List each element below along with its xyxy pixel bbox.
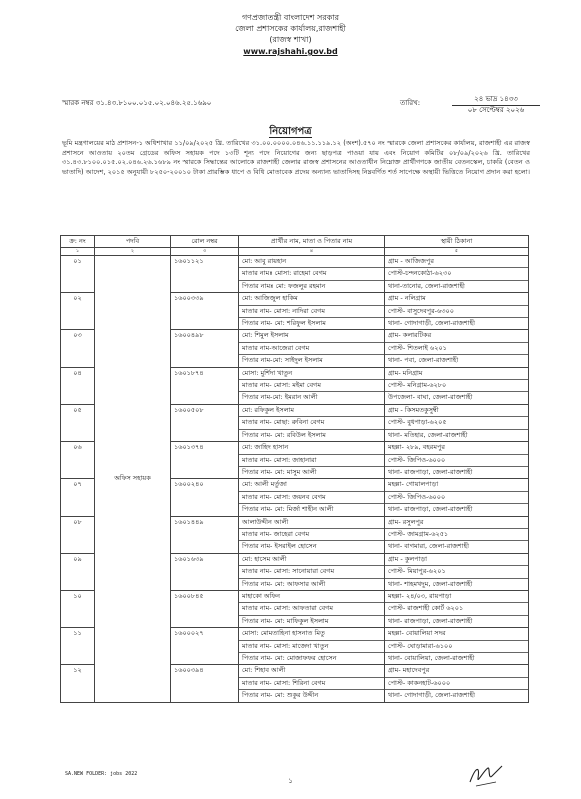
- address-line: গ্রাম - নলিগ্রাম: [385, 293, 528, 305]
- signature-icon: [466, 762, 506, 788]
- address-line: গ্রাম- মনিগ্রাম: [385, 368, 528, 380]
- name-cell: [239, 479, 385, 516]
- roll-cell: ১৬০০২৪০: [171, 479, 239, 516]
- name-cell: [239, 330, 385, 367]
- address-line: মহল্লা- গোয়ালপাড়া: [385, 479, 528, 491]
- memo-number: স্মারক নম্বর ৩১.৪৩.৮১০০.০১৫.০২.০৪৬.২৫.১৬৯০: [62, 99, 212, 107]
- address-line: পোস্ট- জিপিও-৬০০০: [385, 492, 528, 504]
- roll-cell: ১৬০০০২৭: [171, 628, 239, 665]
- header-post: পদবি: [95, 236, 171, 248]
- serial-cell: ১১: [61, 628, 95, 665]
- website-link[interactable]: www.rajshahi.gov.bd: [243, 47, 338, 56]
- address-cell: [385, 479, 529, 516]
- header-address: স্থায়ী ঠিকানা: [385, 236, 529, 248]
- address-line: পোস্ট- কাকনহাট-৬০০০: [385, 678, 528, 690]
- address-line: থানা- বোয়ালিয়া, জেলা-রাজশাহী: [388, 654, 475, 662]
- father-name: পিতার নাম- মো: রবিউল ইসলাম: [242, 430, 326, 439]
- roll-cell: ১৬০১৪৪৯: [171, 516, 239, 553]
- col-number: ৪: [239, 248, 385, 256]
- address-cell: [385, 442, 529, 479]
- col-number: ২: [95, 248, 171, 256]
- roll-cell: ১৬০১১২১: [171, 256, 239, 293]
- serial-cell: ০৮: [61, 516, 95, 553]
- address-cell: [385, 516, 529, 553]
- date-bangla: ২৪ ভাদ্র ১৪৩৩: [452, 93, 540, 106]
- address-line: গ্রাম - কিসমতকুসুম্বী: [385, 405, 528, 417]
- address-line: থানা- রাজপাড়া, জেলা-রাজশাহী: [388, 505, 473, 514]
- serial-cell: ০৪: [61, 367, 95, 404]
- roll-cell: ১৬০০৮৪৫: [171, 590, 239, 627]
- roll-cell: ১৬০০৪৯৮: [171, 330, 239, 367]
- serial-cell: ০১: [61, 256, 95, 293]
- address-line: থানা- রাজপাড়া, জেলা-রাজশাহী: [388, 616, 473, 625]
- candidate-name: মো: রফিকুল ইসলাম: [239, 405, 384, 417]
- roll-cell: ১৬০০৫০৮: [171, 404, 239, 441]
- table-row: [61, 256, 529, 293]
- mother-name: মাতার নাম- মোসা: সানোয়ারা বেগম: [239, 566, 384, 578]
- father-name: পিতার নাম- মো: শুকুর উদ্দীন: [242, 691, 319, 700]
- mother-name: মাতার নাম- মোসা: মাজেদা খাতুন: [239, 641, 384, 653]
- intro-paragraph: ভূমি মন্ত্রণালয়ের মাঠ প্রশাসন-১ অধিশাখার ১১/০৯/২০২৫ খ্রি. তারিখের ৩১.০০.০০০০.০৪৬.১১.১১৯.১২ (অংশ).৫৭০ নং স্মারকে জেলা প্রশাসকের কার্যালয়, রাজশাহী এর রাজস্ব প্রশাসনে আওতায় ২০তম গ্রেডের অফিস সহায়ক পদে ১৩টি শূন্য পদে নিয়োগের জন্য ছাড়পত্র পাওয়া যায় এবং নিয়োগ কমিটির ০৮/০৯/২০২৬ খ্রি. তারিখের ৩১.৪৩.৮১০০.০১৫.০২.০৪৬.২৬.১৬৮৯ নং স্মারকে সিদ্ধান্তের আলোকে রাজশাহী জেলার রাজস্ব প্রশাসনের আওতাধীন নিম্নোক্ত প্রার্থীগণকে জাতীয় বেতনস্কেল, চাকরি (বেতন ও ভাতাদি) আদেশ, ২০১৫ অনুযায়ী ৮২৫০-২০০১০ টাকা প্রারম্ভিক ধাপে ও বিধি মোতাবেক প্রদেয় অন্যান্য ভাতাদিসহ নিম্নবর্ণিত শর্ত সাপেক্ষে অস্থায়ী ভিত্তিতে নিয়োগ প্রদান করা হলো।: [62, 139, 531, 176]
- address-line: গ্রাম - আজিজপুর: [385, 256, 528, 268]
- address-cell: [385, 293, 529, 330]
- serial-cell: ০৫: [61, 404, 95, 441]
- mother-name: মাতার নাম-আজেরা বেগম: [239, 343, 384, 355]
- serial-cell: ০৯: [61, 553, 95, 590]
- serial-cell: ০৭: [61, 479, 95, 516]
- address-line: থানা-তানোর, জেলা-রাজশাহী: [388, 281, 465, 290]
- candidate-name: মো: জাহিদ হাসান: [239, 442, 384, 454]
- address-line: থানা- শাহমখদুম, জেলা-রাজশাহী: [388, 579, 473, 588]
- candidate-name: মো: আলী মর্তুজা: [239, 479, 384, 491]
- name-cell: [239, 628, 385, 665]
- address-cell: [385, 590, 529, 627]
- office-title: জেলা প্রশাসকের কার্যালয়,রাজশাহী: [235, 24, 346, 33]
- address-line: থানা- গোদাগাড়ী, জেলা-রাজশাহী: [388, 691, 475, 700]
- page-number: ১: [288, 777, 293, 785]
- document-title: নিয়োগপত্র: [269, 126, 312, 137]
- address-line: থানা- রাজপাড়া, জেলা-রাজশাহী: [388, 467, 473, 476]
- mother-name: মাতার নাম- মোসা: নাদিরা বেগম: [239, 306, 384, 318]
- address-cell: [385, 256, 529, 293]
- address-line: মহল্লা- বোয়ালিয়া সদর: [385, 628, 528, 640]
- mother-name: মাতার নাম- মোছা: রুবিনা বেগম: [239, 417, 384, 429]
- roll-cell: ১৬০০৩৩৯: [171, 293, 239, 330]
- mother-name: মাতার নামঃ মোসা: রাহেমা বেগম: [239, 268, 384, 280]
- name-cell: [239, 442, 385, 479]
- govt-title: গণপ্রজাতন্ত্রী বাংলাদেশ সরকার: [241, 13, 340, 22]
- father-name: পিতার নাম-মো: সাইদুল ইসলাম: [242, 356, 323, 365]
- mother-name: মাতার নাম- মোসা: মইমা বেগম: [239, 380, 384, 392]
- serial-cell: ০৬: [61, 442, 95, 479]
- name-cell: [239, 367, 385, 404]
- mother-name: মাতার নাম- মোসা: আফতারা বেগম: [239, 603, 384, 615]
- address-line: উপজেলা- বাঘা, জেলা-রাজশাহী: [388, 393, 473, 402]
- address-line: গ্রাম- মহাদেবপুর: [385, 665, 528, 677]
- mother-name: মাতার নাম- মোসা: জাহানারা: [239, 455, 384, 467]
- candidate-name: আলাউদ্দীন আলী: [239, 517, 384, 529]
- mother-name: মাতার নাম- জাহেরা বেগম: [239, 529, 384, 541]
- serial-cell: ০২: [61, 293, 95, 330]
- address-line: থানা- গোদাগাড়ী, জেলা-রাজশাহী: [388, 319, 475, 328]
- table-header-row: [61, 236, 529, 248]
- name-cell: [239, 293, 385, 330]
- address-cell: [385, 404, 529, 441]
- roll-cell: ১৬০১৩৭৪: [171, 442, 239, 479]
- date-label: তারিখ:: [400, 99, 421, 107]
- serial-cell: ১২: [61, 665, 95, 702]
- name-cell: [239, 665, 385, 702]
- address-cell: [385, 628, 529, 665]
- address-cell: [385, 665, 529, 702]
- address-cell: [385, 367, 529, 404]
- candidate-name: মো: আবু রায়হান: [239, 256, 384, 268]
- father-name: পিতার নাম-মো: ইমরান আলী: [242, 393, 318, 402]
- name-cell: [239, 553, 385, 590]
- serial-cell: ১০: [61, 590, 95, 627]
- address-line: পোস্ট- বুধপাড়া-৬২০৫: [385, 417, 528, 429]
- address-cell: [385, 553, 529, 590]
- address-cell: [385, 330, 529, 367]
- mother-name: মাতার নাম- মোসা: শিরিনা বেগম: [239, 678, 384, 690]
- candidate-name: মোসা: মোমতাহিনা হাসনাত মিতু: [239, 628, 384, 640]
- roll-cell: ১৬০১৮৭৪: [171, 367, 239, 404]
- father-name: পিতার নাম- মো: আফসার আলী: [242, 579, 326, 588]
- address-line: পোস্ট- জামগ্রাম-৬২৫১: [385, 529, 528, 541]
- mother-name: মাতার নাম- মোসা: জয়নব বেগম: [239, 492, 384, 504]
- address-line: পোস্ট-চন্দনকোঠা-৬২৩০: [385, 268, 528, 280]
- candidate-name: মোসা: মুর্শিদা খাতুন: [239, 368, 384, 380]
- address-line: পোস্ট- মনিগ্রাম-৬২৮০: [385, 380, 528, 392]
- address-line: পোস্ট- শিতলাই ৬২০১: [385, 343, 528, 355]
- post-cell: অফিস সহায়ক: [95, 256, 171, 703]
- candidate-name: মাহাকো অফিন: [239, 591, 384, 603]
- address-line: গ্রাম- রসুলপুর: [385, 517, 528, 529]
- name-cell: [239, 590, 385, 627]
- address-line: পোস্ট- রাজশাহী কোর্ট ৬২০১: [385, 603, 528, 615]
- address-line: থানা- পবা, জেলা-রাজশাহী: [388, 356, 459, 365]
- column-number-row: [61, 248, 529, 256]
- address-line: মহল্লা- ২৪/০৩, রায়পাড়া: [385, 591, 528, 603]
- footer-folder: SA.NEW FOLDER: jobs 2022: [65, 771, 138, 777]
- father-name: পিতার নাম- মো: মাফিকুল ইসলাম: [242, 616, 329, 625]
- father-name: পিতার নাম- মো: মাসুম আলী: [242, 467, 317, 476]
- appointment-table: [60, 235, 529, 703]
- candidate-name: মো: শিহাব আলী: [239, 665, 384, 677]
- address-line: গ্রাম - কুলপাড়া: [385, 554, 528, 566]
- header-name: প্রার্থীর নাম, মাতা ও পিতার নাম: [239, 236, 385, 248]
- address-line: গ্রাম- কলারটিকর: [385, 330, 528, 342]
- address-line: পোস্ট- বাসুদেবপুর-৬৩০০: [385, 306, 528, 318]
- col-number: ১: [61, 248, 95, 256]
- header-serial: ক্র: নং: [61, 236, 95, 248]
- roll-cell: ১৬০০৩৯৪: [171, 665, 239, 702]
- candidate-name: মো: হাসেম আলী: [239, 554, 384, 566]
- date-english: ০৮ সেপ্টেম্বর ২০২৬: [467, 106, 525, 114]
- father-name: পিতার নাম- মো: মোজাফফর হোসেন: [242, 654, 337, 662]
- serial-cell: ০৩: [61, 330, 95, 367]
- name-cell: [239, 404, 385, 441]
- name-cell: [239, 256, 385, 293]
- candidate-name: মো: আজিজুল হাকিম: [239, 293, 384, 305]
- address-line: থানা- বাগমারা, জেলা-রাজশাহী: [388, 542, 469, 551]
- father-name: পিতার নামঃ মো: ফজলুর রহমান: [242, 281, 326, 290]
- address-line: পোস্ট- জিপিও-৬০০০: [385, 455, 528, 467]
- name-cell: [239, 516, 385, 553]
- address-line: পোস্ট- মিয়াপুর-৬২০১: [385, 566, 528, 578]
- candidate-name: মো: শিমুল ইসলাম: [239, 330, 384, 342]
- section-title: (রাজস্ব শাখা): [269, 35, 312, 44]
- address-line: থানা- মতিহার, জেলা-রাজশাহী: [388, 430, 468, 439]
- father-name: পিতার নাম- মো: শরিফুল ইসলাম: [242, 319, 326, 328]
- father-name: পিতার নাম- মো: মির্জা শাহীন আলী: [242, 505, 334, 514]
- father-name: পিতার নাম- ইসরাইল হোসেন: [242, 542, 317, 551]
- roll-cell: ১৬০১৬৩৯: [171, 553, 239, 590]
- col-number: ৫: [385, 248, 529, 256]
- address-line: মহল্লা- ২৮৯, বহরমপুর: [385, 442, 528, 454]
- header-roll: রোল নম্বর: [171, 236, 239, 248]
- col-number: ৩: [171, 248, 239, 256]
- address-line: পোস্ট- ঘোড়ামারা-৬১০০: [385, 641, 528, 653]
